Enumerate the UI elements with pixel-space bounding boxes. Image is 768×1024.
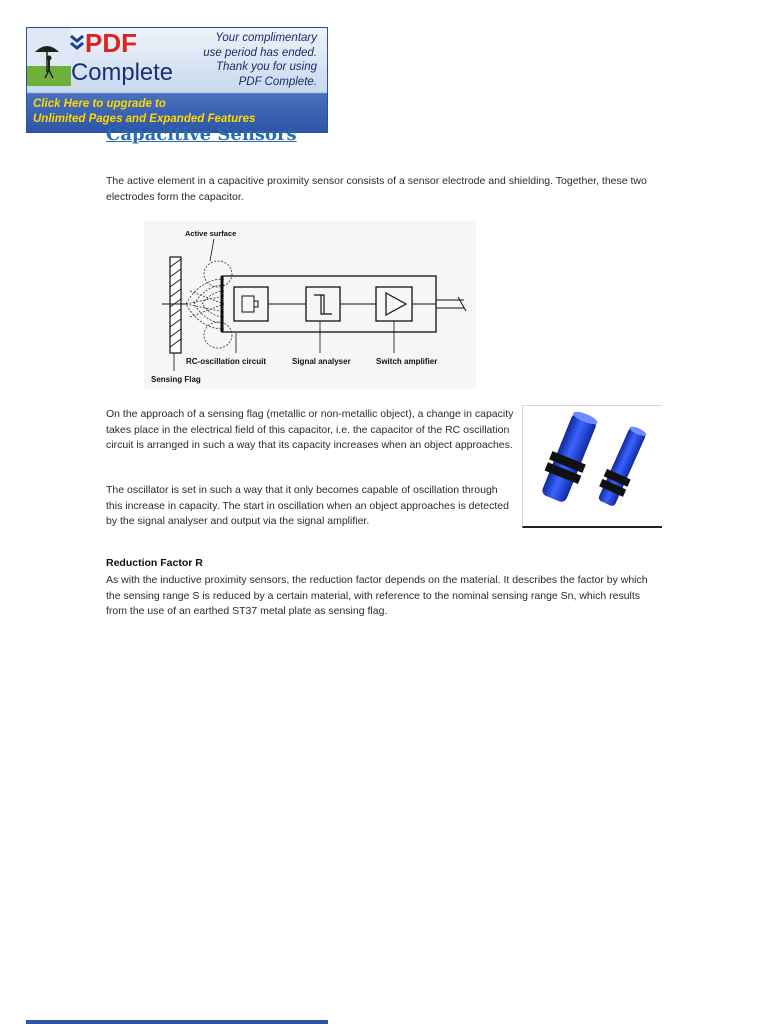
output-cable <box>436 297 466 311</box>
large-sensor <box>536 408 603 506</box>
label-sensing-flag: Sensing Flag <box>151 375 201 384</box>
logo-pdf-text: PDF <box>85 28 137 58</box>
reduction-factor-paragraph: As with the inductive proximity sensors, the reduction factor depends on the material. It describes the factor by which the sensing range S is reduced by a certain material, with reference to the nominal sensing range Sn, which results from the use of an earthed ST37 metal plate as sensing flag. <box>106 574 648 617</box>
label-active-surface: Active surface <box>185 229 237 238</box>
electric-field-lines <box>186 261 232 348</box>
small-sensor <box>594 423 651 508</box>
chevron-icon <box>71 36 83 48</box>
pdf-complete-logo <box>27 28 177 98</box>
reduction-factor-heading: Reduction Factor R <box>106 557 203 569</box>
label-rc-circuit: RC-oscillation circuit <box>186 357 267 366</box>
approach-paragraph: On the approach of a sensing flag (metallic or non-metallic object), a change in capacity takes place in the electrical field of this capacitor, i.e. the capacitor of the RC oscillation circuit is arranged in such a way that its capacity increases when an object approaches. <box>106 408 514 451</box>
upgrade-link-line[interactable]: Click Here to upgrade to <box>33 98 166 110</box>
logo-complete-text: Complete <box>71 59 173 86</box>
banner-message-line: use period has ended. <box>203 46 317 59</box>
intro-paragraph: The active element in a capacitive proximity sensor consists of a sensor electrode and shielding. Together, these two electrodes form the capacitor. <box>106 175 647 203</box>
banner-message-line: Your complimentary <box>215 32 317 44</box>
banner-message <box>157 31 317 89</box>
upgrade-link[interactable] <box>33 97 323 126</box>
switch-amplifier-block <box>376 287 412 321</box>
oscillator-paragraph: The oscillator is set in such a way that it only becomes capable of oscillation through this increase in capacity. The start in oscillation when an object approaches is detected by the signal analyser and output via the signal amplifier. <box>106 484 509 527</box>
banner-message-line: Thank you for using <box>215 61 317 73</box>
upgrade-link-line[interactable]: Unlimited Pages and Expanded Features <box>33 112 256 125</box>
label-switch-amplifier: Switch amplifier <box>376 357 438 366</box>
sensor-product-photo <box>522 405 662 528</box>
capacitive-sensor-diagram <box>144 221 476 389</box>
rc-oscillator-block <box>234 287 268 321</box>
label-signal-analyser: Signal analyser <box>292 357 351 366</box>
upgrade-banner[interactable] <box>26 27 328 133</box>
sensing-flag-plate <box>170 257 181 353</box>
signal-analyser-block <box>306 287 340 321</box>
banner-message-line: PDF Complete. <box>238 75 317 88</box>
bottom-banner-edge <box>26 1020 328 1024</box>
page-title: Capacitive Sensors <box>106 124 297 145</box>
capacitive-sensors-image <box>523 406 662 527</box>
